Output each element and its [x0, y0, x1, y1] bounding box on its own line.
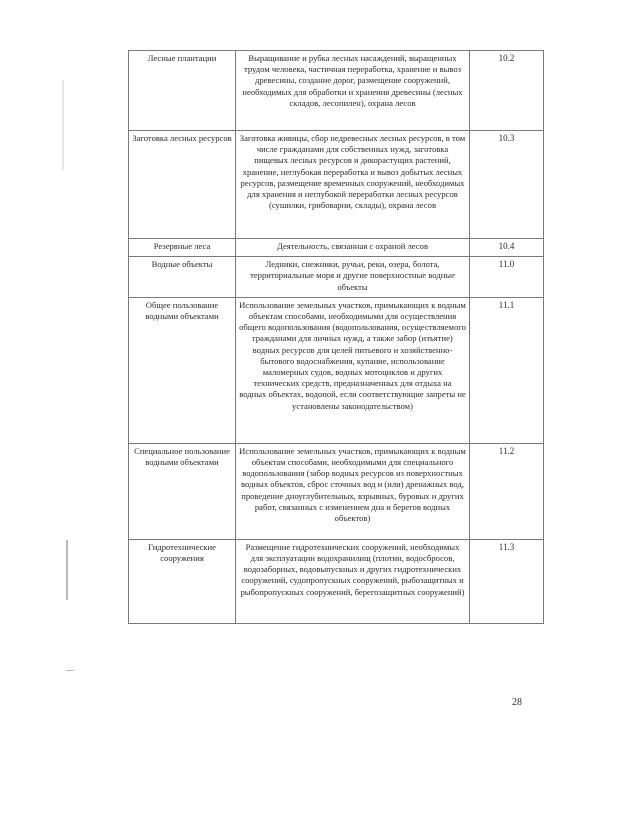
row-code: 11.1	[470, 297, 544, 443]
row-name: Лесные плантации	[129, 51, 236, 131]
table-row	[129, 239, 544, 257]
row-name: Общее пользование водными объектами	[129, 297, 236, 443]
row-code: 11.2	[470, 443, 544, 539]
row-description: Использование земельных участков, примыкающих к водным объектам способами, необходимыми для осуществления общего водопользования (водопользования, осуществляемого гражданами для личных нужд, а также забор (изъятие) водных ресурсов для целей питьевого и хозяйственно-бытового водоснабжения, купание, использование маломерных судов, водных мотоциклов и других технических средств, предназначенных для отдыха на водных объектах, водопой, если соответствующие запреты не установлены законодательством)	[236, 297, 470, 443]
row-code: 10.3	[470, 131, 544, 239]
row-name: Специальное пользование водными объектами	[129, 443, 236, 539]
table-row	[129, 131, 544, 239]
row-name: Гидротехнические сооружения	[129, 539, 236, 623]
page-number: 28	[512, 697, 522, 708]
scan-edge-mark	[66, 540, 68, 600]
row-description: Деятельность, связанная с охраной лесов	[236, 239, 470, 257]
row-description: Использование земельных участков, примыкающих к водным объектам способами, необходимыми для специального водопользования (забор водных ресурсов из поверхностных водных объектов, сброс сточных вод и (или) дренажных вод, проведение дноуглубительных, взрывных, буровых и других работ, связанных с изменением дна и берегов водных объектов)	[236, 443, 470, 539]
scan-edge-mark	[66, 670, 74, 671]
row-code: 10.4	[470, 239, 544, 257]
table-row	[129, 297, 544, 443]
row-description: Ледники, снежники, ручьи, реки, озера, болота, территориальные моря и другие поверхностные водные объекты	[236, 257, 470, 298]
row-description: Размещение гидротехнических сооружений, необходимых для эксплуатации водохранилищ (плотин, водосбросов, водозаборных, водовыпускных и других гидротехнических сооружений, судопропускных сооружений, рыбозащитных и рыбопропускных сооружений, берегозащитных сооружений)	[236, 539, 470, 623]
row-name: Водные объекты	[129, 257, 236, 298]
scan-edge-mark	[62, 80, 64, 170]
table-row	[129, 257, 544, 298]
row-code: 10.2	[470, 51, 544, 131]
row-code: 11.3	[470, 539, 544, 623]
table-row	[129, 443, 544, 539]
table-row	[129, 539, 544, 623]
row-name: Заготовка лесных ресурсов	[129, 131, 236, 239]
row-name: Резервные леса	[129, 239, 236, 257]
table-row	[129, 51, 544, 131]
row-code: 11.0	[470, 257, 544, 298]
land-use-table	[128, 50, 544, 624]
row-description: Заготовка живицы, сбор недревесных лесных ресурсов, в том числе гражданами для собственных нужд, заготовка пищевых лесных ресурсов и дикорастущих растений, хранение, неглубокая переработка и вывоз добытых лесных ресурсов, размещение временных сооружений, необходимых для хранения и неглубокой переработки лесных ресурсов (сушилки, грибоварни, склады), охрана лесов	[236, 131, 470, 239]
row-description: Выращивание и рубка лесных насаждений, выращенных трудом человека, частичная переработка, хранение и вывоз древесины, создание дорог, размещение сооружений, необходимых для обработки и хранения древесины (лесных складов, лесопилен), охрана лесов	[236, 51, 470, 131]
